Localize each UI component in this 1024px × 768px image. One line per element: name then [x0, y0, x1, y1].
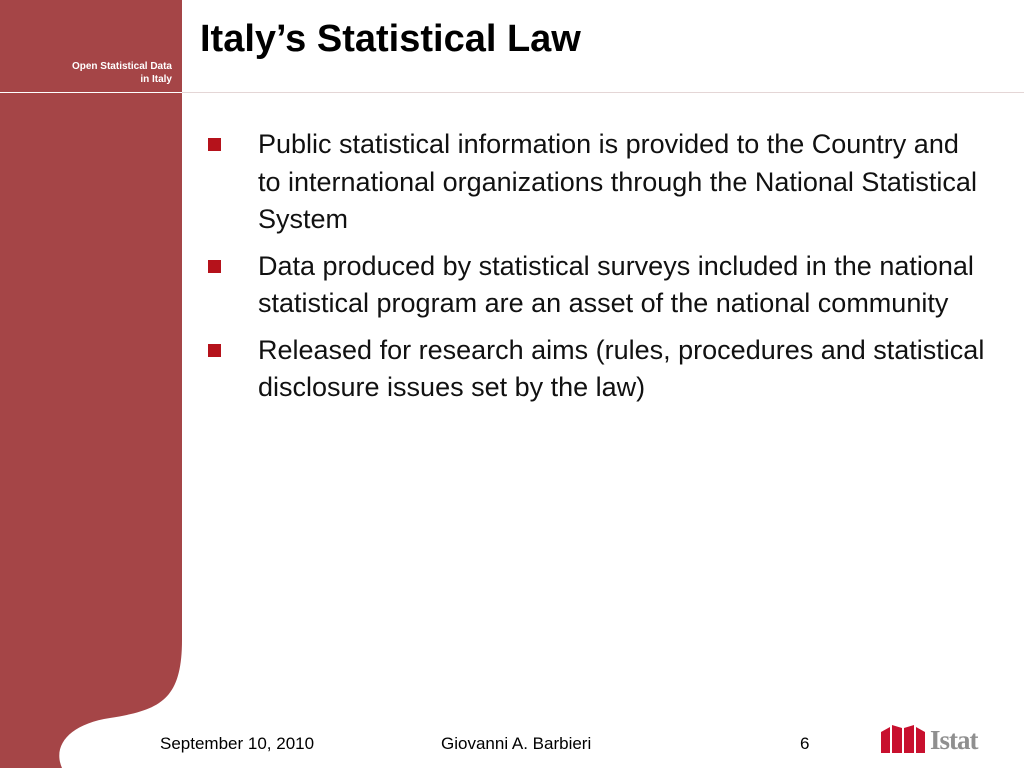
bullet-item: [208, 332, 988, 407]
square-bullet-icon: [208, 138, 221, 151]
page-number: 6: [800, 734, 810, 753]
bullet-text: Data produced by statistical surveys included in the national statistical program are an asset of the national community: [258, 250, 974, 318]
sidebar-subtitle-line2: in Italy: [140, 74, 172, 85]
bullet-text: Released for research aims (rules, procedures and statistical disclosure issues set by the law): [258, 334, 985, 402]
sidebar-subtitle-line1: Open Statistical Data: [71, 61, 172, 72]
istat-logo: [880, 724, 978, 754]
slide-title: Italy’s Statistical Law: [200, 18, 581, 60]
bullet-text: Public statistical information is provided to the Country and to international organizations through the National Statistical System: [258, 129, 977, 234]
square-bullet-icon: [208, 260, 221, 273]
footer-author: Giovanni A. Barbieri: [441, 734, 592, 753]
istat-logo-text: Istat: [930, 725, 978, 755]
sidebar-header-divider: [0, 92, 182, 93]
sidebar-subtitle: [0, 60, 172, 86]
bullet-item: [208, 248, 988, 323]
istat-logo-icon: [880, 724, 926, 754]
bullet-list: [208, 126, 988, 416]
footer-date: September 10, 2010: [160, 734, 315, 753]
square-bullet-icon: [208, 344, 221, 357]
bullet-item: [208, 126, 988, 239]
